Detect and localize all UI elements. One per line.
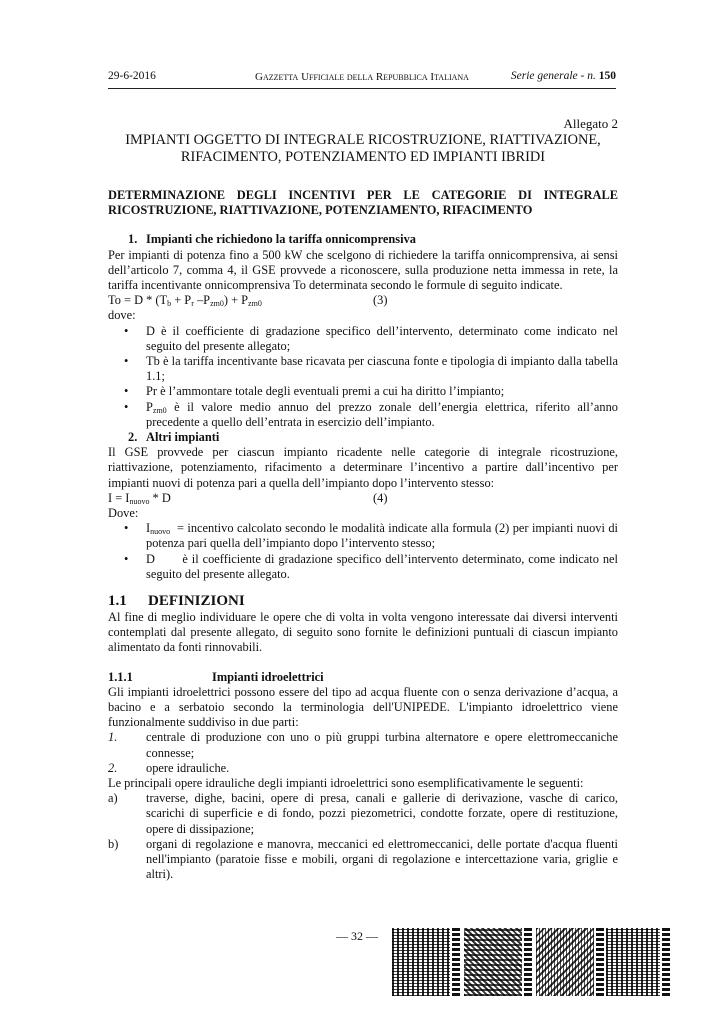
item2-number: 2. (128, 430, 138, 445)
section-heading: DETERMINAZIONE DEGLI INCENTIVI PER LE CATEGORIE DI INTEGRALE RICOSTRUZIONE, RIATTIVAZIONE, POTENZIAMENTO, RIFACIMENTO (108, 188, 618, 218)
barcode-strip-3 (596, 928, 604, 996)
allegato-label: Allegato 2 (563, 116, 618, 131)
list-item-text: I (146, 521, 151, 536)
item2-title: Altri impianti (146, 430, 220, 445)
barcode-block-2 (464, 928, 522, 996)
list-marker: 1. (108, 730, 118, 745)
list-item (108, 551, 622, 582)
list-item (108, 384, 618, 399)
list-item (108, 730, 618, 760)
document-title-line2: RIFACIMENTO, POTENZIAMENTO ED IMPIANTI IBRIDI (180, 149, 546, 165)
list-item (108, 761, 618, 776)
list-item-text: D è il coefficiente di gradazione specifico dell’intervento determinato, come indicato nel seguito del presente allegato. (146, 551, 622, 581)
formula4-part: * D (149, 490, 171, 505)
document-title-line1: IMPIANTI OGGETTO DI INTEGRALE RICOSTRUZIONE, RIATTIVAZIONE, (125, 132, 601, 148)
formula3-sub: b (167, 299, 172, 309)
list-marker: 2. (108, 760, 118, 775)
barcode-block-4 (606, 928, 660, 996)
document-body (108, 116, 622, 883)
page-number: — 32 — (336, 929, 378, 943)
header-serie (511, 70, 616, 82)
list-item-text: organi di regolazione e manovra, meccanici ed elettromeccanici, delle portate d'acqua fluenti nell'impianto (paratoie fisse e mobili, organi di regolazione e intercettazione varia, griglie e altri). (146, 836, 618, 882)
list-marker: a) (108, 791, 118, 806)
bullet-icon: • (124, 384, 129, 399)
formula-4 (108, 491, 618, 506)
formula3-sub: zm0 (210, 299, 224, 309)
item2-bullet-list (108, 521, 622, 582)
formula-3 (108, 293, 618, 308)
subsection-heading (108, 670, 618, 685)
header-serie-label: Serie generale (510, 70, 578, 82)
formula3-part: To = D * (T (108, 293, 168, 308)
formula4-number: (4) (373, 490, 388, 505)
list-marker: b) (108, 836, 119, 851)
list-item-text: P (146, 399, 153, 414)
list-item (108, 324, 618, 354)
definizioni-paragraph: Al fine di meglio individuare le opere che di volta in volta vengono interessate dai diversi interventi contemplati dal presente allegato, di seguito sono fornite le definizioni puntuali di ciascun impianto alimentato da fonti rinnovabili. (108, 610, 618, 655)
list-item-text: = incentivo calcolato secondo le modalità indicate alla formula (2) per impianti nuovi di potenza pari quella dell’impianto dopo l’intervento stesso; (146, 521, 622, 551)
list-item-text: Pr è l’ammontare totale degli eventuali premi a cui ha diritto l’impianto; (146, 384, 505, 399)
list-item (108, 400, 618, 430)
subsection-title: Impianti idroelettrici (212, 669, 324, 684)
barcode-block-1 (392, 928, 450, 996)
header-gazette-title: Gazzetta Ufficiale della Repubblica Italiana (255, 71, 469, 83)
list-item-text: Tb è la tariffa incentivante base ricavata per ciascuna fonte e tipologia di impianto dalla tabella 1.1; (146, 354, 618, 384)
list-item (108, 791, 618, 837)
item1-heading (108, 232, 618, 247)
formula3-number: (3) (373, 293, 388, 308)
item1-dove: dove: (108, 308, 136, 323)
idro-parts-list (108, 730, 618, 776)
idro-paragraph-2: Le principali opere idrauliche degli impianti idroelettrici sono esemplificativamente le seguenti: (108, 776, 584, 791)
list-item-text: traverse, dighe, bacini, opere di presa, canali e gallerie di derivazione, vasche di carico, scarichi di superficie e di fondo, pozzi piezometrici, condotte forzate, opere di restituzione, opere di dissipazione; (146, 791, 618, 836)
definizioni-title: DEFINIZIONI (148, 593, 245, 610)
bullet-icon: • (124, 399, 129, 414)
barcode-block-3 (536, 928, 594, 996)
header-date: 29-6-2016 (108, 70, 156, 82)
formula3-sub: r (191, 299, 194, 309)
list-item-text: D è il coefficiente di gradazione specifico dell’intervento, determinato come indicato nel seguito del presente allegato; (146, 323, 618, 353)
header-serie-sep: - n. (577, 70, 599, 82)
list-item (108, 354, 618, 384)
header-rule (108, 88, 616, 89)
list-item-text: centrale di produzione con uno o più gruppi turbina alternatore e opere elettromeccaniche connesse; (146, 730, 618, 760)
definizioni-heading (108, 592, 618, 610)
barcode-strip-2 (524, 928, 532, 996)
item1-paragraph: Per impianti di potenza fino a 500 kW che scelgono di richiedere la tariffa onnicomprensiva, ai sensi dell’articolo 7, comma 4, il GSE provvede a riconoscere, sulla produzione netta immessa in rete, la tariffa incentivante onnicomprensiva To determinata secondo le formule di seguito indicate. (108, 247, 618, 293)
list-item-text: opere idrauliche. (146, 760, 230, 775)
item2-dove: Dove: (108, 506, 139, 521)
formula4-sub: nuovo (129, 496, 150, 506)
idro-works-list (108, 791, 618, 882)
barcode-strip-1 (452, 928, 460, 996)
formula3-sub: zm0 (248, 299, 262, 309)
formula4-part: I = I (108, 490, 130, 505)
barcode-strip-4 (662, 928, 670, 996)
item1-number: 1. (128, 232, 138, 247)
formula3-part: ) + P (223, 293, 249, 308)
formula3-part: –P (193, 293, 211, 308)
idro-paragraph-1: Gli impianti idroelettrici possono essere del tipo ad acqua fluente con o senza derivazione d’acqua, a bacino e a serbatoio secondo la terminologia dell'UNIPEDE. L'impianto idroelettrico viene funzionalmente suddiviso in due parti: (108, 684, 618, 730)
subsection-number: 1.1.1 (108, 669, 133, 684)
formula3-part: + P (171, 293, 192, 308)
bullet-icon: • (124, 354, 129, 369)
definizioni-number: 1.1 (108, 593, 127, 610)
bullet-icon: • (124, 551, 129, 566)
header-number: 150 (598, 70, 616, 82)
list-item-sub: nuovo (150, 527, 171, 537)
list-item-text: è il valore medio annuo del prezzo zonale dell’energia elettrica, riferito all’anno precedente a quello dell’entrata in esercizio dell’impianto. (146, 399, 618, 429)
page-header (108, 70, 616, 86)
item1-title: Impianti che richiedono la tariffa onnicomprensiva (146, 232, 416, 247)
list-item (108, 521, 622, 551)
bullet-icon: • (124, 521, 129, 536)
item2-paragraph: Il GSE provvede per ciascun impianto ricadente nelle categorie di integrale ricostruzione, riattivazione, potenziamento, rifacimento a determinare l’incentivo a partire dall’incentivo per impianti nuovi di potenza pari a quella dell’impianto dopo l’intervento stesso: (108, 445, 618, 490)
item1-bullet-list (108, 324, 618, 430)
list-item-sub: zm0 (152, 405, 167, 415)
bullet-icon: • (124, 323, 129, 338)
item2-heading (108, 430, 618, 445)
list-item (108, 837, 618, 883)
